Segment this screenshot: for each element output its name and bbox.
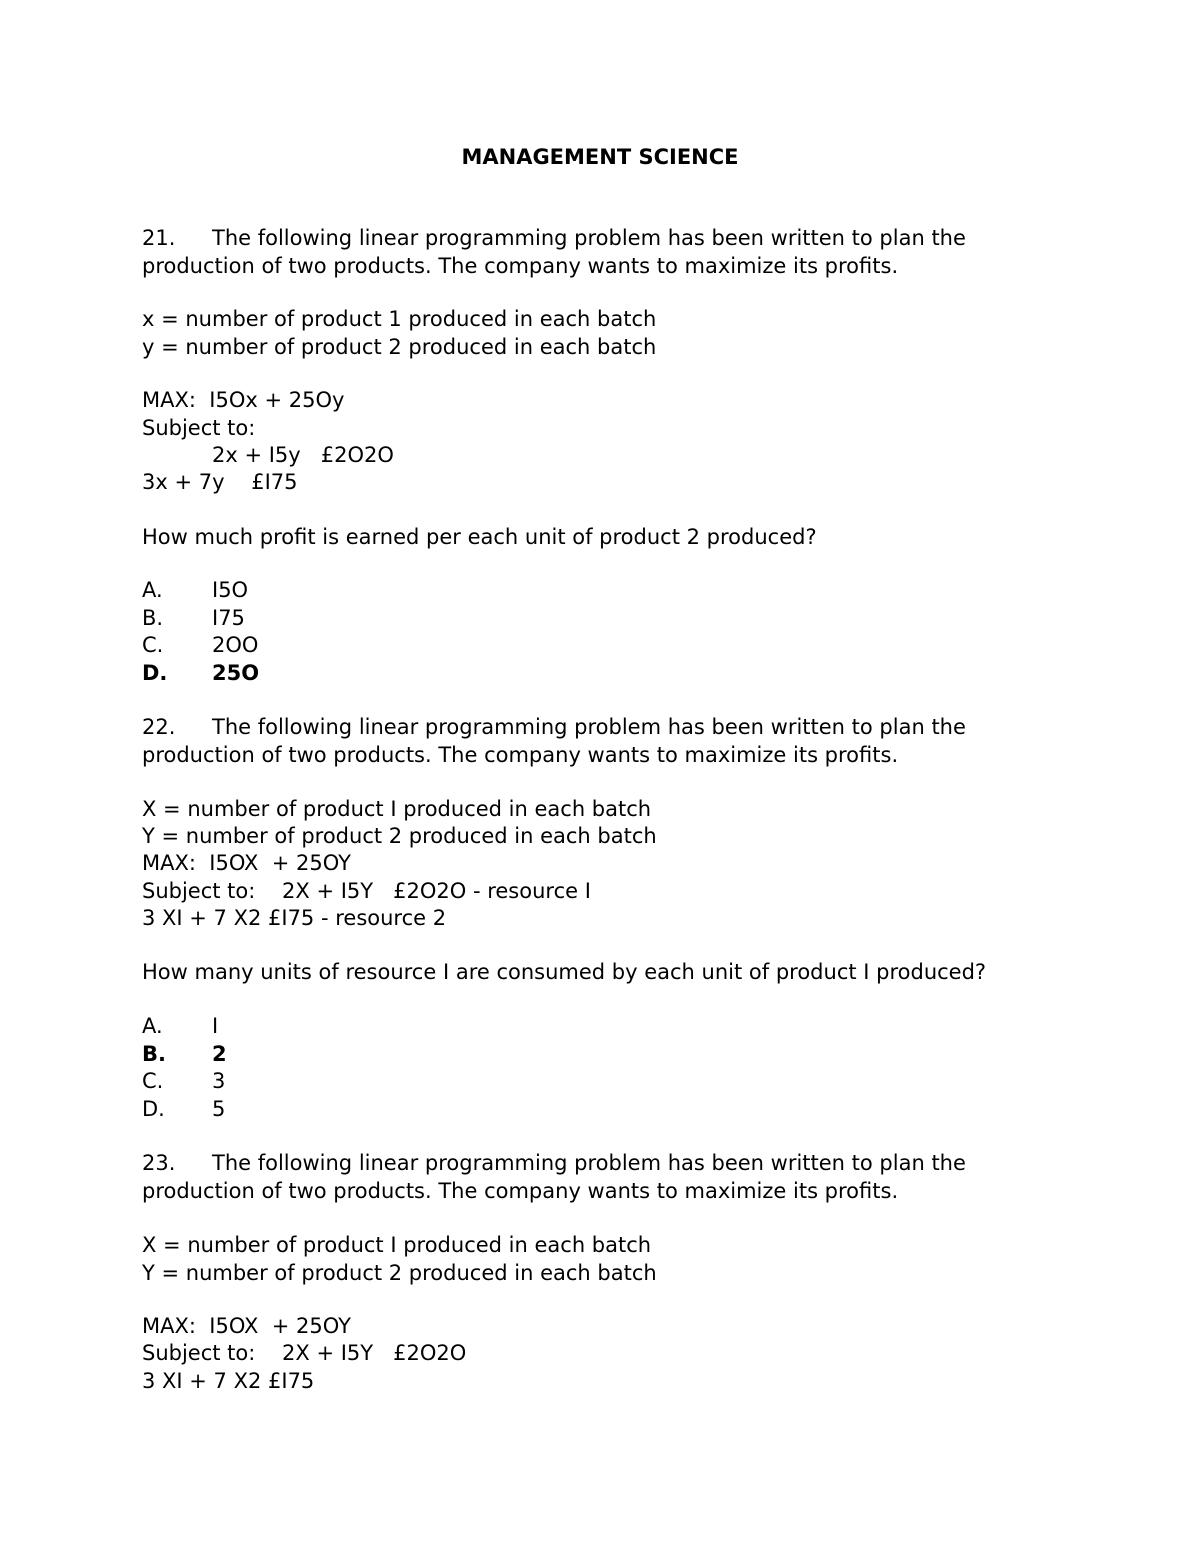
question-number: 21.	[142, 226, 176, 250]
question-23-var-x: X = number of product I produced in each batch	[142, 1233, 652, 1257]
question-23-stem-line1: 23. The following linear programming problem has been written to plan the	[142, 1151, 966, 1175]
question-21-objective: MAX: I5Ox + 25Oy	[142, 388, 345, 412]
question-23-objective: MAX: I5OX + 25OY	[142, 1314, 351, 1338]
question-21-question: How much profit is earned per each unit of product 2 produced?	[142, 525, 817, 549]
question-22-constraint1: Subject to: 2X + I5Y £2O2O - resource I	[142, 879, 591, 903]
question-22-option-d: D. 5	[142, 1097, 226, 1121]
question-23-var-y: Y = number of product 2 produced in each batch	[142, 1261, 657, 1285]
question-21-stem-line1: 21. The following linear programming problem has been written to plan the	[142, 226, 966, 250]
page-title: MANAGEMENT SCIENCE	[461, 145, 739, 169]
question-21-option-a: A. I5O	[142, 578, 249, 602]
question-22-stem-line2: production of two products. The company wants to maximize its profits.	[142, 743, 899, 767]
question-22-constraint2: 3 XI + 7 X2 £I75 - resource 2	[142, 906, 447, 930]
question-22-question: How many units of resource I are consumed by each unit of product I produced?	[142, 960, 987, 984]
question-21-option-b: B. I75	[142, 606, 245, 630]
question-21-stem-line2: production of two products. The company wants to maximize its profits.	[142, 254, 899, 278]
question-23-constraint2: 3 XI + 7 X2 £I75	[142, 1369, 315, 1393]
question-22-var-x: X = number of product I produced in each batch	[142, 797, 652, 821]
question-21-subject-to: Subject to:	[142, 416, 256, 440]
question-22-option-a: A. I	[142, 1014, 219, 1038]
question-number: 23.	[142, 1151, 176, 1175]
question-21-var-x: x = number of product 1 produced in each batch	[142, 307, 657, 331]
question-22-option-c: C. 3	[142, 1069, 226, 1093]
question-23-stem-line2: production of two products. The company wants to maximize its profits.	[142, 1179, 899, 1203]
question-21-var-y: y = number of product 2 produced in each batch	[142, 335, 657, 359]
question-22-objective: MAX: I5OX + 25OY	[142, 851, 351, 875]
question-number: 22.	[142, 715, 176, 739]
question-22-stem-line1: 22. The following linear programming problem has been written to plan the	[142, 715, 966, 739]
question-21-constraint1: 2x + I5y £2O2O	[212, 443, 394, 467]
question-21-option-c: C. 2OO	[142, 633, 259, 657]
question-22-option-b-correct: B. 2	[142, 1042, 227, 1066]
question-21-constraint2: 3x + 7y £I75	[142, 470, 298, 494]
question-21-option-d-correct: D. 25O	[142, 661, 260, 685]
question-23-constraint1: Subject to: 2X + I5Y £2O2O	[142, 1341, 467, 1365]
question-22-var-y: Y = number of product 2 produced in each batch	[142, 824, 657, 848]
